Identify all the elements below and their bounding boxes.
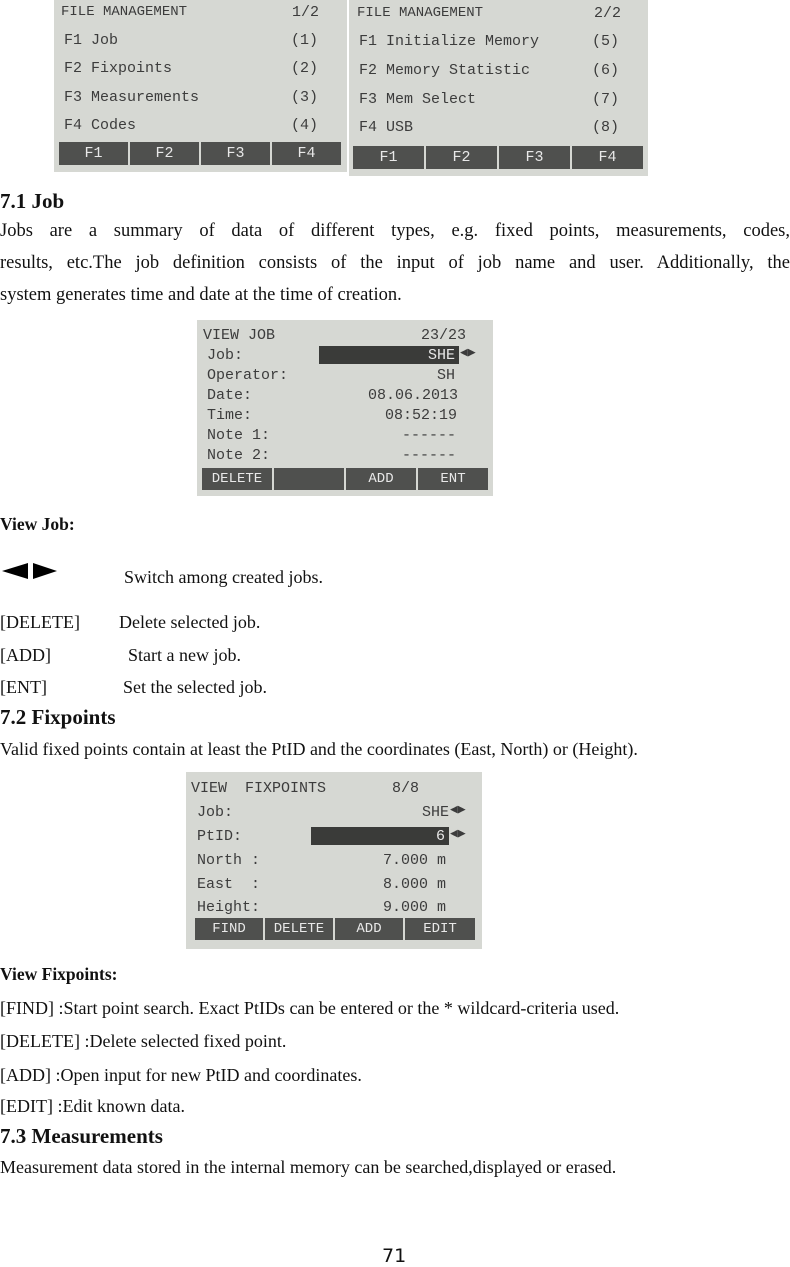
paragraph-line: Jobs are a summary of data of different types, e.g. fixed points, measurements, codes, bbox=[0, 221, 790, 241]
section-paragraph-job bbox=[0, 215, 790, 311]
menu-item-label[interactable]: F3 Measurements bbox=[64, 89, 200, 106]
field-value-time: 08:52:19 bbox=[385, 407, 458, 424]
menu-item-number: (7) bbox=[592, 91, 620, 108]
menu-item-label[interactable]: F1 Initialize Memory bbox=[359, 33, 540, 50]
menu-item-number: (6) bbox=[592, 62, 620, 79]
softkey-f1[interactable]: F1 bbox=[59, 142, 128, 165]
screen-view-job bbox=[197, 320, 493, 496]
section-heading-fixpoints: 7.2 Fixpoints bbox=[0, 705, 116, 729]
subheading-view-fixpoints: View Fixpoints: bbox=[0, 964, 118, 984]
softkey-delete[interactable]: DELETE bbox=[202, 468, 272, 490]
field-value-note2: ------ bbox=[402, 447, 457, 464]
menu-item-number: (8) bbox=[592, 119, 620, 136]
arrow-left-right-icon[interactable]: ◀▶ bbox=[450, 826, 466, 841]
field-label-operator: Operator: bbox=[207, 367, 289, 384]
section-heading-measurements: 7.3 Measurements bbox=[0, 1124, 163, 1148]
screen-title: VIEW FIXPOINTS bbox=[191, 780, 327, 797]
fix-desc-find: [FIND] :Start point search. Exact PtIDs can be entered or the * wildcard-criteria used. bbox=[0, 998, 620, 1018]
softkey-f1[interactable]: F1 bbox=[353, 146, 424, 169]
page-number: 71 bbox=[382, 1245, 407, 1267]
menu-item-label[interactable]: F4 Codes bbox=[64, 117, 137, 134]
softkey-edit[interactable]: EDIT bbox=[405, 918, 475, 940]
key-ent-desc: Set the selected job. bbox=[123, 677, 267, 697]
key-add: [ADD] bbox=[0, 645, 51, 665]
screen-title: FILE MANAGEMENT bbox=[61, 4, 188, 20]
screen-page: 1/2 bbox=[292, 4, 320, 21]
field-value-north: 7.000 m bbox=[383, 852, 447, 869]
paragraph-line: system generates time and date at the time of creation. bbox=[0, 285, 402, 305]
softkey-f4[interactable]: F4 bbox=[572, 146, 643, 169]
arrow-left-right-icon[interactable]: ◀▶ bbox=[460, 345, 476, 360]
screen-file-management-1 bbox=[54, 0, 347, 172]
field-label-north: North : bbox=[197, 852, 261, 869]
field-value-ptid: 6 bbox=[436, 828, 446, 845]
softkey-f3[interactable]: F3 bbox=[499, 146, 570, 169]
field-value-operator: SH bbox=[437, 367, 456, 384]
menu-item-number: (5) bbox=[592, 33, 620, 50]
screen-page: 8/8 bbox=[392, 780, 420, 797]
arrow-left-right-icon[interactable]: ◀▶ bbox=[450, 802, 466, 817]
field-label-note1: Note 1: bbox=[207, 427, 271, 444]
arrows-description: Switch among created jobs. bbox=[124, 567, 323, 587]
key-ent: [ENT] bbox=[0, 677, 47, 697]
ptid-value-highlight[interactable] bbox=[311, 827, 449, 845]
menu-item-number: (3) bbox=[291, 89, 319, 106]
section-paragraph-fixpoints: Valid fixed points contain at least the PtID and the coordinates (East, North) or (Height). bbox=[0, 739, 638, 759]
section-heading-job: 7.1 Job bbox=[0, 189, 65, 213]
field-label-job: Job: bbox=[197, 804, 234, 821]
menu-item-number: (4) bbox=[291, 117, 319, 134]
key-add-desc: Start a new job. bbox=[128, 645, 241, 665]
field-label-time: Time: bbox=[207, 407, 253, 424]
field-value-job: SHE bbox=[428, 347, 456, 364]
softkey-ent[interactable]: ENT bbox=[418, 468, 488, 490]
softkey-f2[interactable]: F2 bbox=[130, 142, 199, 165]
field-label-job: Job: bbox=[207, 347, 244, 364]
menu-item-label[interactable]: F4 USB bbox=[359, 119, 414, 136]
paragraph-line: results, etc.The job definition consists of the input of job name and user. Additionally, the bbox=[0, 253, 790, 273]
key-delete-desc: Delete selected job. bbox=[119, 612, 261, 632]
softkey-add[interactable]: ADD bbox=[346, 468, 416, 490]
screen-view-fixpoints bbox=[186, 772, 482, 949]
field-value-east: 8.000 m bbox=[383, 876, 447, 893]
screen-page: 2/2 bbox=[594, 5, 622, 22]
field-value-job: SHE bbox=[422, 804, 450, 821]
field-label-note2: Note 2: bbox=[207, 447, 271, 464]
fix-desc-edit: [EDIT] :Edit known data. bbox=[0, 1096, 185, 1116]
softkey-f4[interactable]: F4 bbox=[272, 142, 341, 165]
field-value-date: 08.06.2013 bbox=[368, 387, 459, 404]
softkey-delete[interactable]: DELETE bbox=[265, 918, 333, 940]
arrow-right-icon bbox=[33, 563, 57, 579]
softkey-add[interactable]: ADD bbox=[335, 918, 403, 940]
menu-item-number: (2) bbox=[291, 60, 319, 77]
field-label-east: East : bbox=[197, 876, 261, 893]
fix-desc-add: [ADD] :Open input for new PtID and coordinates. bbox=[0, 1065, 362, 1085]
fix-desc-delete: [DELETE] :Delete selected fixed point. bbox=[0, 1031, 287, 1051]
screen-title: FILE MANAGEMENT bbox=[357, 5, 484, 21]
key-delete: [DELETE] bbox=[0, 612, 80, 632]
field-label-ptid: PtID: bbox=[197, 828, 243, 845]
softkey-empty[interactable] bbox=[274, 468, 344, 490]
field-value-note1: ------ bbox=[402, 427, 457, 444]
field-value-height: 9.000 m bbox=[383, 899, 447, 916]
subheading-view-job: View Job: bbox=[0, 514, 75, 534]
softkey-f3[interactable]: F3 bbox=[201, 142, 270, 165]
screen-page: 23/23 bbox=[421, 327, 467, 344]
menu-item-label[interactable]: F1 Job bbox=[64, 32, 119, 49]
menu-item-label[interactable]: F2 Memory Statistic bbox=[359, 62, 531, 79]
softkey-f2[interactable]: F2 bbox=[426, 146, 497, 169]
softkey-find[interactable]: FIND bbox=[195, 918, 263, 940]
menu-item-label[interactable]: F2 Fixpoints bbox=[64, 60, 173, 77]
screen-file-management-2 bbox=[349, 0, 648, 176]
menu-item-label[interactable]: F3 Mem Select bbox=[359, 91, 477, 108]
menu-item-number: (1) bbox=[291, 32, 319, 49]
arrow-left-icon bbox=[2, 563, 28, 579]
screen-title: VIEW JOB bbox=[203, 327, 276, 344]
field-label-date: Date: bbox=[207, 387, 253, 404]
section-paragraph-measurements: Measurement data stored in the internal memory can be searched,displayed or erased. bbox=[0, 1157, 617, 1177]
field-label-height: Height: bbox=[197, 899, 261, 916]
